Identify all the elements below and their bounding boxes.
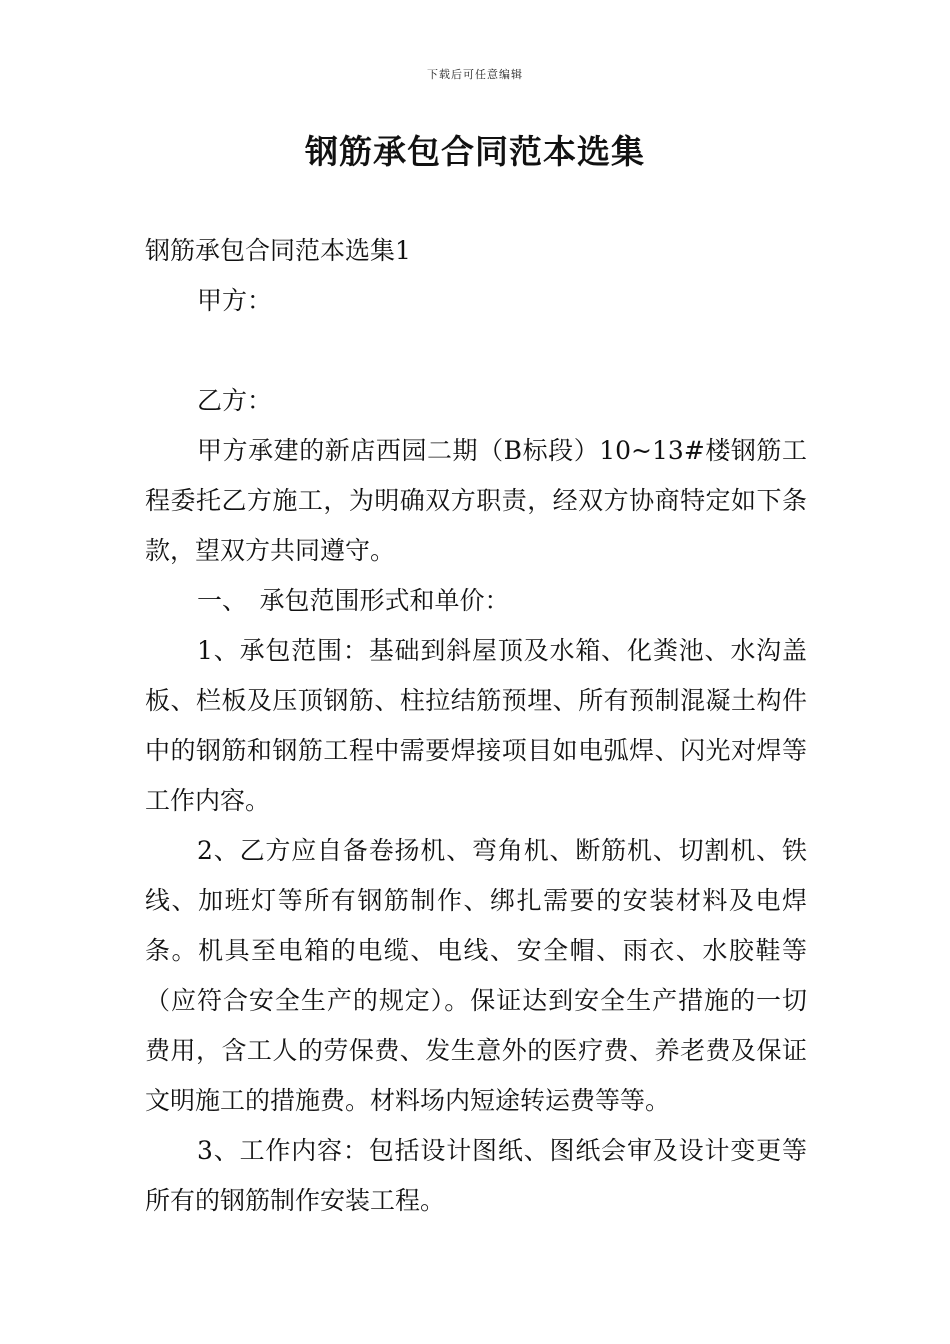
header-note: 下载后可任意编辑 [427, 68, 523, 81]
party-a-label: 甲方： [197, 286, 273, 315]
item-2-paragraph: 2、乙方应自备卷扬机、弯角机、断筋机、切割机、铁线、加班灯等所有钢筋制作、绑扎需要的安装材料及电焊条。机具至电箱的电缆、电线、安全帽、雨衣、水胶鞋等（应符合安全生产的规定）。保证达到安全生产措施的一切费用，含工人的劳保费、发生意外的医疗费、养老费及保证文明施工的措施费。材料场内短途转运费等等。 [145, 836, 807, 1115]
section-title: 钢筋承包合同范本选集1 [145, 236, 411, 265]
document-title: 钢筋承包合同范本选集 [305, 132, 645, 171]
clause-heading: 一、 承包范围形式和单价： [197, 586, 510, 615]
item-1-paragraph: 1、承包范围：基础到斜屋顶及水箱、化粪池、水沟盖板、栏板及压顶钢筋、柱拉结筋预埋、所有预制混凝土构件中的钢筋和钢筋工程中需要焊接项目如电弧焊、闪光对焊等工作内容。 [145, 636, 807, 815]
item-3-paragraph: 3、工作内容：包括设计图纸、图纸会审及设计变更等所有的钢筋制作安装工程。 [145, 1136, 807, 1215]
party-b-label: 乙方： [197, 386, 273, 415]
intro-paragraph: 甲方承建的新店西园二期（B标段）10~13#楼钢筋工程委托乙方施工，为明确双方职责，经双方协商特定如下条款，望双方共同遵守。 [145, 436, 807, 565]
